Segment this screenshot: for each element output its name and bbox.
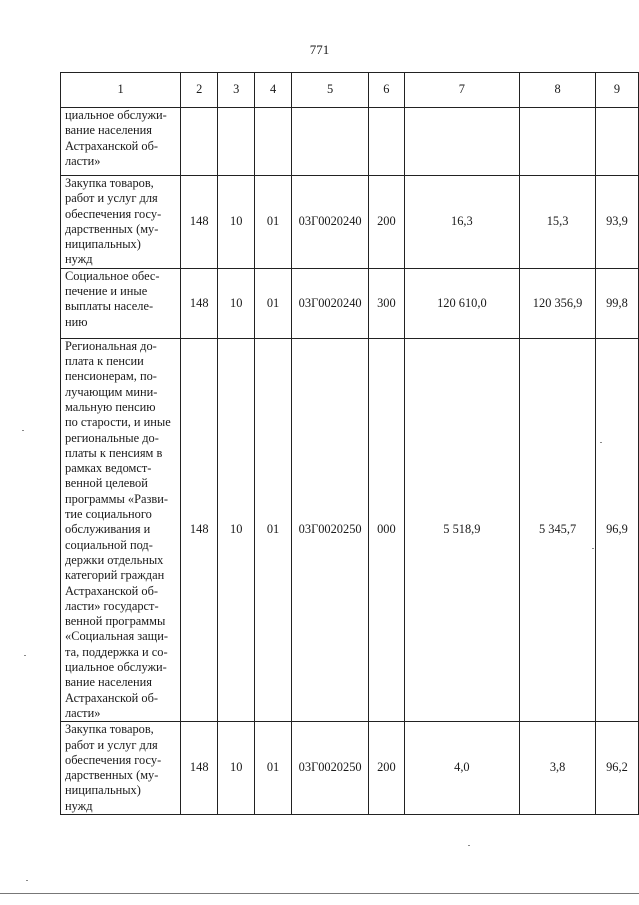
table-cell: 93,9 bbox=[595, 176, 638, 269]
table-cell: 120 356,9 bbox=[520, 268, 596, 338]
table-cell: 99,8 bbox=[595, 268, 638, 338]
column-header: 4 bbox=[255, 73, 292, 108]
row-description: Социальное обес- печение и иные выплаты населе- нию bbox=[61, 268, 181, 338]
column-header: 5 bbox=[291, 73, 368, 108]
table-cell: 96,2 bbox=[595, 722, 638, 815]
column-header: 3 bbox=[218, 73, 255, 108]
table-cell: 15,3 bbox=[520, 176, 596, 269]
table-cell: 148 bbox=[181, 176, 218, 269]
table-cell: 01 bbox=[255, 338, 292, 721]
table-row bbox=[61, 268, 639, 338]
page-number: 771 bbox=[309, 42, 330, 57]
scan-speck bbox=[24, 655, 26, 656]
table-header-row bbox=[61, 73, 639, 108]
table-cell: 148 bbox=[181, 268, 218, 338]
table-cell: 01 bbox=[255, 268, 292, 338]
table-cell: 148 bbox=[181, 722, 218, 815]
table-cell: 96,9 bbox=[595, 338, 638, 721]
table-cell bbox=[404, 108, 520, 176]
table-row bbox=[61, 108, 639, 176]
table-cell: 10 bbox=[218, 176, 255, 269]
table-cell: 03Г0020240 bbox=[291, 176, 368, 269]
scan-speck bbox=[468, 845, 470, 846]
table-cell: 03Г0020250 bbox=[291, 722, 368, 815]
table-cell bbox=[181, 108, 218, 176]
table-cell: 10 bbox=[218, 722, 255, 815]
table-cell: 03Г0020240 bbox=[291, 268, 368, 338]
table-cell bbox=[291, 108, 368, 176]
row-description: Закупка товаров, работ и услуг для обеспечения госу- дарственных (му- ниципальных) нужд bbox=[61, 176, 181, 269]
table-cell: 300 bbox=[369, 268, 404, 338]
table-cell: 200 bbox=[369, 176, 404, 269]
table-cell: 3,8 bbox=[520, 722, 596, 815]
table-cell bbox=[369, 108, 404, 176]
table-cell: 10 bbox=[218, 338, 255, 721]
row-description: Закупка товаров, работ и услуг для обеспечения госу- дарственных (му- ниципальных) нужд bbox=[61, 722, 181, 815]
table-cell: 16,3 bbox=[404, 176, 520, 269]
scan-speck bbox=[26, 880, 28, 881]
scan-speck bbox=[592, 548, 594, 549]
column-header: 1 bbox=[61, 73, 181, 108]
table-body bbox=[61, 73, 639, 815]
scan-speck bbox=[600, 442, 602, 443]
table-cell: 5 345,7 bbox=[520, 338, 596, 721]
scan-speck bbox=[22, 430, 24, 431]
table-cell bbox=[520, 108, 596, 176]
table-cell: 000 bbox=[369, 338, 404, 721]
column-header: 6 bbox=[369, 73, 404, 108]
column-header: 8 bbox=[520, 73, 596, 108]
table-row bbox=[61, 722, 639, 815]
table-cell: 10 bbox=[218, 268, 255, 338]
scan-edge-line bbox=[0, 893, 639, 894]
table-cell: 03Г0020250 bbox=[291, 338, 368, 721]
budget-table bbox=[60, 72, 639, 815]
table-cell bbox=[218, 108, 255, 176]
row-description: Региональная до- плата к пенсии пенсионерам, по- лучающим мини- мальную пенсию по старости, и иные региональные до- платы к пенсиям в рамках ведомст- венной целевой программы «Разви- тие социального обслуживания и социальной под- держки отдельных категорий граждан Астраханской об- ласти» государст- венной программы «Социальная защи- та, поддержка и со- циальное обслужи- вание населения Астраханской об- ласти» bbox=[61, 338, 181, 721]
table-cell: 4,0 bbox=[404, 722, 520, 815]
table-cell bbox=[255, 108, 292, 176]
table-cell: 01 bbox=[255, 176, 292, 269]
table-cell: 01 bbox=[255, 722, 292, 815]
table-cell bbox=[595, 108, 638, 176]
table-cell: 120 610,0 bbox=[404, 268, 520, 338]
table-cell: 5 518,9 bbox=[404, 338, 520, 721]
row-description: циальное обслужи- вание населения Астраханской об- ласти» bbox=[61, 108, 181, 176]
table-cell: 200 bbox=[369, 722, 404, 815]
column-header: 7 bbox=[404, 73, 520, 108]
column-header: 9 bbox=[595, 73, 638, 108]
column-header: 2 bbox=[181, 73, 218, 108]
table-cell: 148 bbox=[181, 338, 218, 721]
table-row bbox=[61, 338, 639, 721]
table-row bbox=[61, 176, 639, 269]
